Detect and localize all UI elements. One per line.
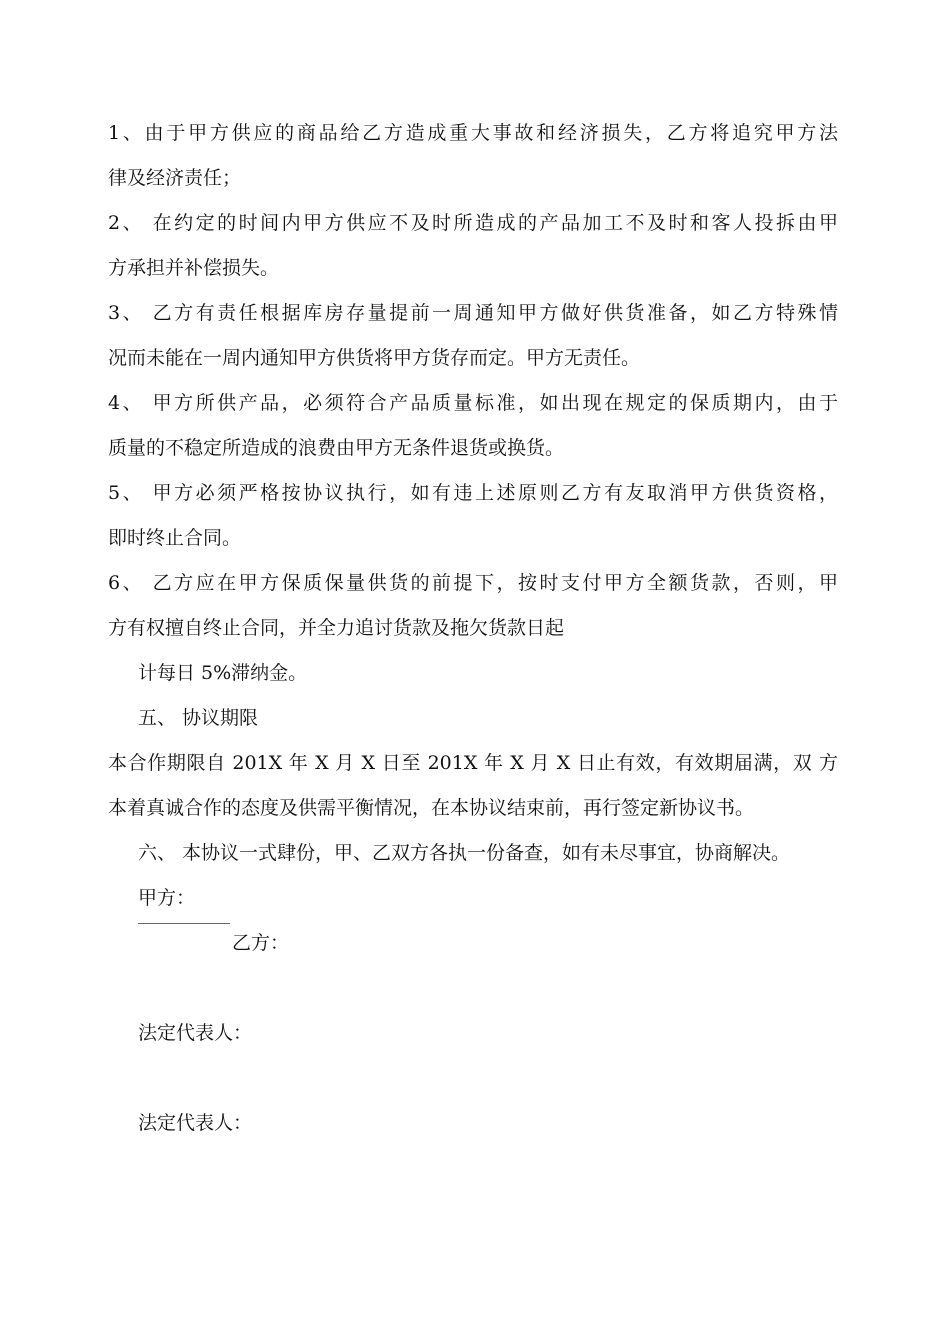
clause-5-line-1: 5、 甲方必须严格按协议执行，如有违上述原则乙方有友取消甲方供货资格，: [108, 482, 838, 504]
section-5-line-1: 本合作期限自 201X 年 X 月 X 日至 201X 年 X 月 X 日止有效，有效期届满，双 方: [108, 752, 838, 774]
clause-4-line-2: 质量的不稳定所造成的浪费由甲方无条件退货或换货。: [108, 437, 565, 459]
party-a-label: 甲方：: [138, 887, 196, 909]
clause-6-line-2: 方有权擅自终止合同，并全力追讨货款及拖欠货款日起: [108, 617, 565, 639]
section-5-line-2: 本着真诚合作的态度及供需平衡情况，在本协议结束前，再行签定新协议书。: [108, 797, 755, 819]
clause-1-line-1: 1、由于甲方供应的商品给乙方造成重大事故和经济损失，乙方将追究甲方法: [108, 122, 838, 144]
clause-6-line-3: 计每日 5%滞纳金。: [138, 662, 308, 684]
legal-rep-b-label: 法定代表人：: [138, 1112, 253, 1134]
clause-2-line-2: 方承担并补偿损失。: [108, 257, 280, 279]
clause-1-line-2: 律及经济责任；: [108, 167, 242, 189]
clause-5-line-2: 即时终止合同。: [108, 527, 242, 549]
clause-3-line-1: 3、 乙方有责任根据库房存量提前一周通知甲方做好供货准备，如乙方特殊情: [108, 302, 838, 324]
clause-3-line-2: 况而未能在一周内通知甲方供货将甲方货存而定。甲方无责任。: [108, 347, 641, 369]
clause-4-line-1: 4、 甲方所供产品，必须符合产品质量标准，如出现在规定的保质期内，由于: [108, 392, 838, 414]
signature-blank-line: [138, 923, 230, 924]
party-b-label: 乙方：: [232, 932, 290, 954]
section-5-title: 五、 协议期限: [138, 707, 259, 729]
legal-rep-a-label: 法定代表人：: [138, 1022, 253, 1044]
clause-2-line-1: 2、 在约定的时间内甲方供应不及时所造成的产品加工不及时和客人投拆由甲: [108, 212, 838, 234]
section-6: 六、 本协议一式肆份，甲、乙双方各执一份备查，如有未尽事宜，协商解决。: [138, 842, 791, 864]
clause-6-line-1: 6、 乙方应在甲方保质保量供货的前提下，按时支付甲方全额货款，否则，甲: [108, 572, 838, 594]
